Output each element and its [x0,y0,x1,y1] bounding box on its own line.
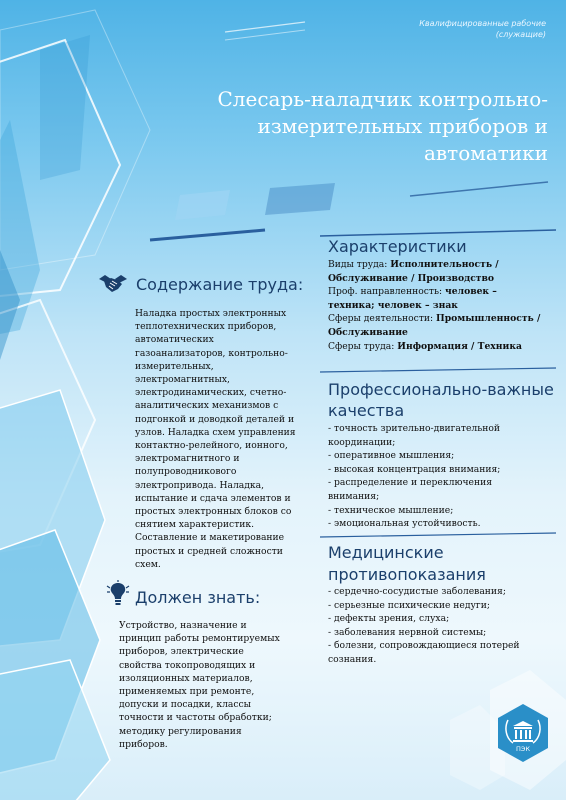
knowledge-line: применяемых при ремонте, [119,686,255,698]
knowledge-line: принцип работы ремонтируемых [119,633,280,645]
content-line: аналитических механизмов с [135,400,279,412]
characteristics-row [328,258,560,272]
knowledge-section-header [106,580,306,610]
characteristics-value: Обслуживание [328,326,408,338]
knowledge-section-text [119,619,319,751]
contraindications-line: - дефекты зрения, слуха; [328,613,450,625]
category-note-line1: Квалифицированные рабочие [419,19,546,28]
content-line: контактно-релейного, ионного, [135,440,288,452]
handshake-icon [98,270,128,298]
content-line: измерительных, [135,360,214,372]
content-line: простых и средней сложности [135,545,283,557]
qualities-line: - точность зрительно-двигательной [328,423,501,434]
content-line: Наладка простых электронных [135,308,287,319]
characteristics-row [328,299,560,313]
contraindications-heading-line2: противопоказания [328,565,486,584]
contraindications-heading-line1: Медицинские [328,543,444,562]
qualities-line: - оперативное мышления; [328,450,455,462]
characteristics-row [328,272,560,286]
contraindications-line: - сердечно-сосудистые заболевания; [328,586,506,597]
page-title [170,86,548,167]
logo-text: ПЭК [515,745,531,753]
knowledge-line: свойства токопроводящих и [119,659,256,671]
category-note [380,18,546,40]
qualities-heading-line2: качества [328,401,405,420]
knowledge-line: приборов, электрические [119,646,244,658]
knowledge-line: изоляционных материалов, [119,672,253,684]
content-section-header [98,270,304,300]
knowledge-line: Устройство, назначение и [119,620,247,631]
characteristics-heading: Характеристики [328,237,467,256]
content-line: испытание и сдача элементов и [135,492,291,504]
knowledge-section-heading: Должен знать: [135,588,261,607]
characteristics-label: Сферы деятельности: [328,313,437,325]
qualities-line: координации; [328,436,396,448]
content-line: полупроводникового [135,466,237,478]
qualities-line: - эмоциональная устойчивость. [328,518,481,530]
characteristics-value: Исполнительность / [390,259,499,270]
qualities-line: - распределение и переключения [328,477,492,489]
lightbulb-icon [106,580,130,608]
logo [494,702,552,764]
building-laurel-icon [494,702,552,764]
characteristics-label: Сферы труда: [328,340,398,352]
content-line: узлов. Наладка схем управления [135,426,296,438]
content-line: подгонкой и доводкой деталей и [135,413,295,425]
content-line: автоматических [135,334,214,346]
characteristics-label: Виды труда: [328,259,391,270]
characteristics-row [328,285,560,299]
content-line: простых электронных блоков со [135,506,292,518]
contraindications-line: - заболевания нервной системы; [328,626,487,638]
characteristics-list [328,258,560,353]
characteristics-row [328,340,560,354]
qualities-line: - техническое мышление; [328,504,454,516]
content-section-text [135,307,310,571]
characteristics-value: техника; человек – знак [328,299,458,311]
page-title-line2: измерительных приборов и [257,114,548,138]
content-line: газоанализаторов, контрольно- [135,347,288,359]
characteristics-value: Промышленность / [436,313,541,325]
page-title-line1: Слесарь-наладчик контрольно- [217,87,548,111]
page-title-line3: автоматики [424,141,548,165]
content-line: электромагнитного и [135,453,240,465]
content-line: схем. [135,558,161,570]
characteristics-row [328,326,560,340]
content-line: теплотехнических приборов, [135,321,277,333]
knowledge-line: допуски и посадки, классы [119,699,251,711]
knowledge-line: точности и частоты обработки; [119,712,272,724]
qualities-line: - высокая концентрация внимания; [328,463,501,475]
knowledge-line: приборов. [119,738,168,750]
qualities-heading-line1: Профессионально-важные [328,380,554,399]
content-line: Составление и макетирование [135,532,285,544]
qualities-line: внимания; [328,490,380,502]
characteristics-value: Обслуживание / Производство [328,272,494,284]
contraindications-line: - серьезные психические недуги; [328,599,490,611]
content-line: электродинамических, счетно- [135,387,287,399]
content-section-heading: Содержание труда: [136,275,304,294]
content-line: электропривода. Наладка, [135,479,265,491]
characteristics-value: Информация / Техника [397,340,522,352]
qualities-list [328,422,560,531]
content-line: снятием характеристик. [135,519,255,531]
contraindications-list [328,585,560,667]
characteristics-label: Проф. направленность: [328,286,446,298]
knowledge-line: методику регулирования [119,725,242,737]
category-note-line2: (служащие) [495,30,546,39]
qualities-heading [328,379,560,421]
contraindications-line: сознания. [328,653,377,665]
contraindications-line: - болезни, сопровождающиеся потерей [328,640,520,652]
contraindications-heading [328,542,560,586]
characteristics-value: человек – [445,286,497,298]
content-line: электромагнитных, [135,374,230,386]
characteristics-row [328,312,560,326]
